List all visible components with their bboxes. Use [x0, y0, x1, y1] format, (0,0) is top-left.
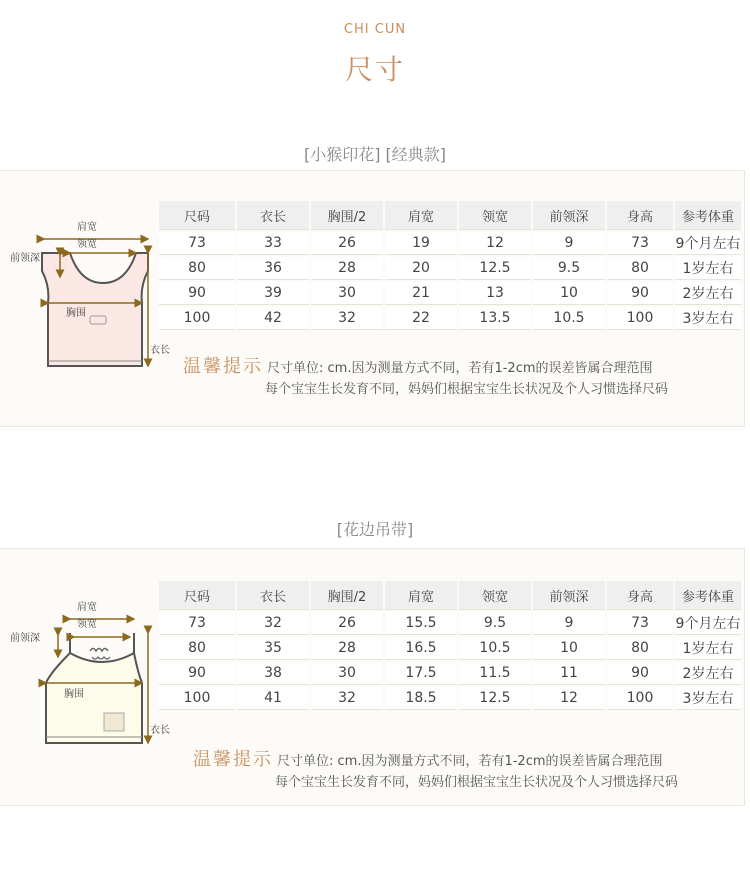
col-header-neck: 领宽	[459, 201, 531, 230]
table-row	[159, 282, 741, 305]
table-cell: 39	[237, 282, 309, 305]
table-cell: 26	[311, 232, 383, 255]
table-cell: 90	[159, 662, 235, 685]
table-cell: 16.5	[385, 637, 457, 660]
col-header-shoulder: 肩宽	[385, 581, 457, 610]
table-cell: 90	[159, 282, 235, 305]
table-cell: 28	[311, 257, 383, 280]
tip-line-2: 每个宝宝生长发育不同，妈妈们根据宝宝生长状况及个人习惯选择尺码	[275, 775, 679, 790]
table-cell: 100	[159, 687, 235, 710]
col-header-length: 衣长	[237, 581, 309, 610]
table-cell: 2岁左右	[675, 662, 741, 685]
table-cell: 17.5	[385, 662, 457, 685]
table-cell: 73	[607, 612, 673, 635]
table-cell: 15.5	[385, 612, 457, 635]
table-header-row	[159, 581, 741, 610]
chest-label: 胸围	[66, 308, 86, 319]
table-cell: 12.5	[459, 257, 531, 280]
table-cell: 3岁左右	[675, 687, 741, 710]
table-cell: 80	[607, 257, 673, 280]
col-header-length: 衣长	[237, 201, 309, 230]
col-header-size: 尺码	[159, 201, 235, 230]
table-cell: 28	[311, 637, 383, 660]
table-cell: 12	[459, 232, 531, 255]
table-cell: 32	[311, 687, 383, 710]
table-header-row	[159, 201, 741, 230]
section-1-title: [小猴印花] [经典款]	[303, 145, 447, 164]
table-cell: 11.5	[459, 662, 531, 685]
table-row	[159, 612, 741, 635]
section-2-size-table	[157, 579, 743, 712]
table-cell: 36	[237, 257, 309, 280]
tip-line-2: 每个宝宝生长发育不同，妈妈们根据宝宝生长状况及个人习惯选择尺码	[265, 382, 669, 397]
table-cell: 33	[237, 232, 309, 255]
front-neck-depth-label: 前领深	[10, 253, 40, 264]
col-header-shoulder: 肩宽	[385, 201, 457, 230]
table-cell: 10	[533, 282, 605, 305]
table-row	[159, 257, 741, 280]
table-cell: 90	[607, 662, 673, 685]
table-row	[159, 637, 741, 660]
col-header-height: 身高	[607, 201, 673, 230]
table-cell: 32	[237, 612, 309, 635]
table-row	[159, 662, 741, 685]
table-cell: 10.5	[459, 637, 531, 660]
chest-label: 胸围	[64, 689, 84, 700]
shoulder-width-label: 肩宽	[77, 222, 97, 233]
table-cell: 10	[533, 637, 605, 660]
section-1-panel	[0, 170, 745, 427]
table-cell: 90	[607, 282, 673, 305]
col-header-weight: 参考体重	[675, 581, 741, 610]
table-cell: 22	[385, 307, 457, 330]
table-cell: 10.5	[533, 307, 605, 330]
tip-heading: 温馨提示	[193, 749, 273, 770]
table-cell: 30	[311, 662, 383, 685]
table-cell: 2岁左右	[675, 282, 741, 305]
table-cell: 100	[159, 307, 235, 330]
col-header-size: 尺码	[159, 581, 235, 610]
table-cell: 38	[237, 662, 309, 685]
table-cell: 19	[385, 232, 457, 255]
table-cell: 20	[385, 257, 457, 280]
col-header-neck: 领宽	[459, 581, 531, 610]
col-header-height: 身高	[607, 581, 673, 610]
col-header-chest: 胸围/2	[311, 201, 383, 230]
table-cell: 26	[311, 612, 383, 635]
table-cell: 100	[607, 307, 673, 330]
table-cell: 13.5	[459, 307, 531, 330]
table-cell: 73	[159, 232, 235, 255]
table-cell: 11	[533, 662, 605, 685]
front-neck-depth-label: 前领深	[10, 633, 40, 644]
neck-width-label: 领宽	[77, 239, 97, 250]
table-cell: 80	[607, 637, 673, 660]
table-cell: 9	[533, 232, 605, 255]
header-title: 尺寸	[344, 53, 405, 86]
section-1-tip	[183, 352, 653, 378]
shoulder-width-label: 肩宽	[77, 602, 97, 613]
table-cell: 73	[607, 232, 673, 255]
table-cell: 73	[159, 612, 235, 635]
table-cell: 100	[607, 687, 673, 710]
table-cell: 9	[533, 612, 605, 635]
tip-line-1: 尺寸单位: cm.因为测量方式不同，若有1-2cm的误差皆属合理范围	[267, 361, 653, 376]
table-row	[159, 307, 741, 330]
table-cell: 30	[311, 282, 383, 305]
table-cell: 12	[533, 687, 605, 710]
table-cell: 42	[237, 307, 309, 330]
table-row	[159, 687, 741, 710]
section-1-size-table	[157, 199, 743, 332]
table-cell: 13	[459, 282, 531, 305]
table-cell: 35	[237, 637, 309, 660]
tip-line-1: 尺寸单位: cm.因为测量方式不同，若有1-2cm的误差皆属合理范围	[277, 754, 663, 769]
length-label: 衣长	[150, 345, 170, 356]
table-cell: 41	[237, 687, 309, 710]
col-header-weight: 参考体重	[675, 201, 741, 230]
header-english-title: CHI CUN	[343, 22, 407, 37]
section-2-title: [花边吊带]	[336, 520, 414, 539]
table-row	[159, 232, 741, 255]
table-cell: 1岁左右	[675, 637, 741, 660]
table-cell: 1岁左右	[675, 257, 741, 280]
table-cell: 9.5	[459, 612, 531, 635]
length-label: 衣长	[150, 725, 170, 736]
table-cell: 3岁左右	[675, 307, 741, 330]
neck-width-label: 领宽	[77, 619, 97, 630]
section-2-panel	[0, 548, 745, 806]
table-cell: 9个月左右	[675, 232, 741, 255]
table-cell: 21	[385, 282, 457, 305]
table-cell: 80	[159, 257, 235, 280]
col-header-front-neck: 前领深	[533, 581, 605, 610]
table-cell: 12.5	[459, 687, 531, 710]
table-cell: 9.5	[533, 257, 605, 280]
tip-heading: 温馨提示	[183, 356, 263, 377]
table-cell: 32	[311, 307, 383, 330]
table-cell: 9个月左右	[675, 612, 741, 635]
col-header-chest: 胸围/2	[311, 581, 383, 610]
col-header-front-neck: 前领深	[533, 201, 605, 230]
table-cell: 18.5	[385, 687, 457, 710]
table-cell: 80	[159, 637, 235, 660]
section-2-tip	[193, 745, 663, 771]
